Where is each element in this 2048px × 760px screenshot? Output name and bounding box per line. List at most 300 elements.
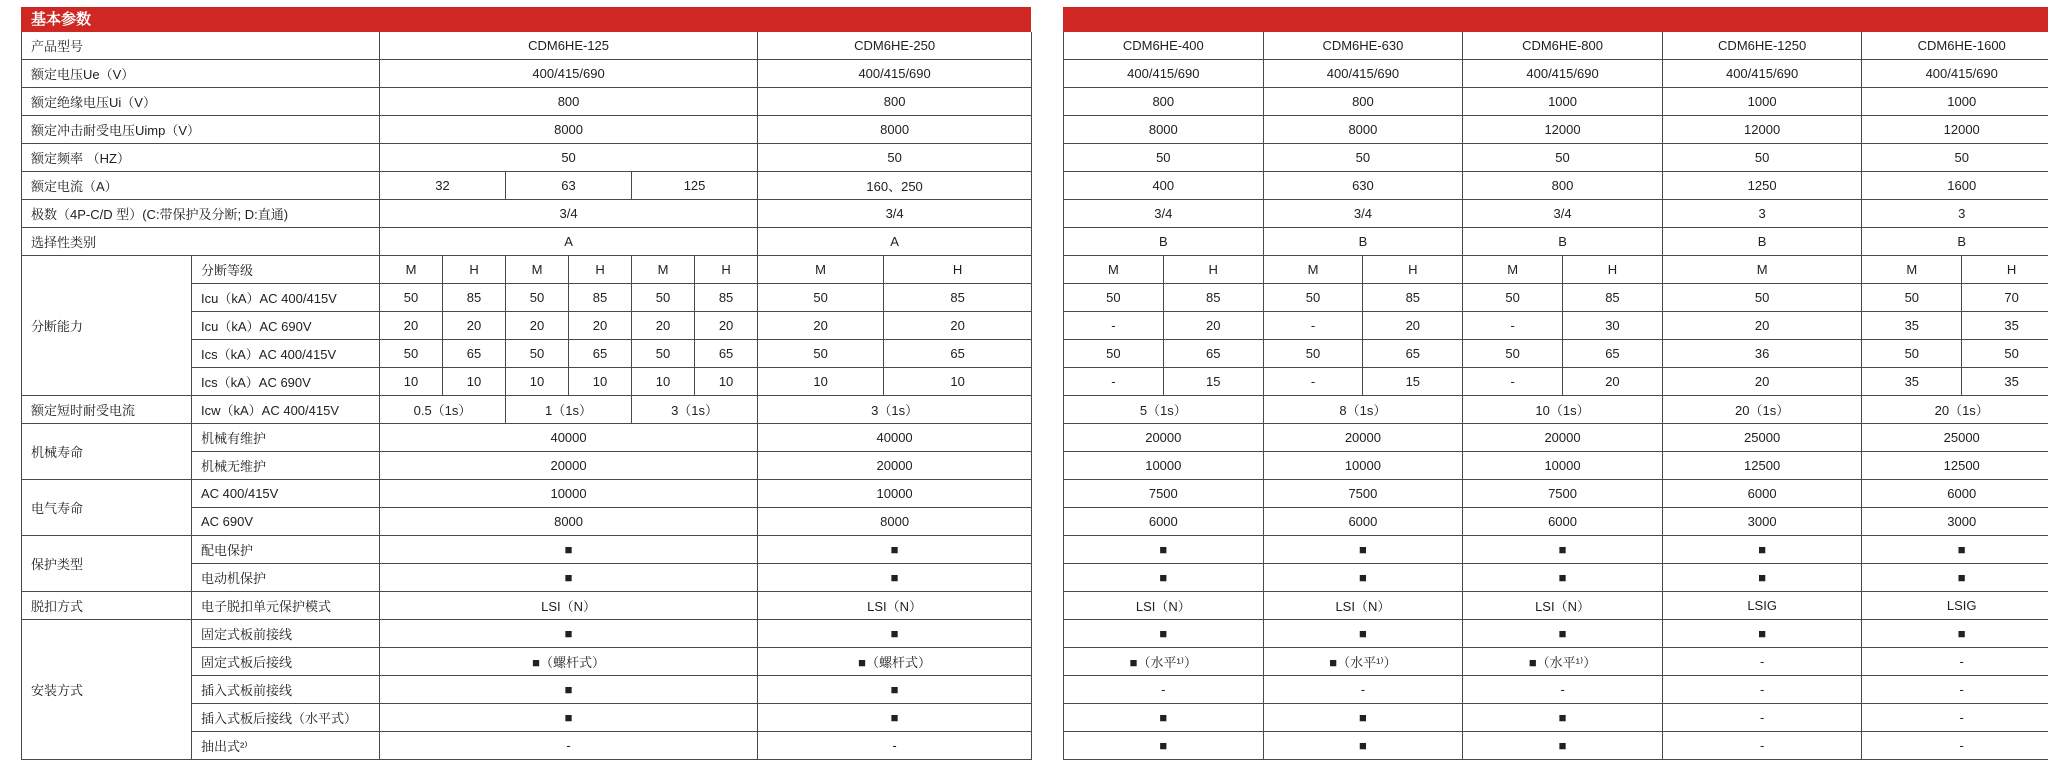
- param-label: 额定电压Ue（V）: [22, 60, 380, 88]
- value-cell: H: [1962, 256, 2048, 284]
- value-cell: H: [569, 256, 632, 284]
- value-cell: 40000: [380, 424, 758, 452]
- value-cell: 3（1s）: [632, 396, 758, 424]
- value-cell: 20000: [1064, 424, 1264, 452]
- param-label: 固定式板前接线: [192, 620, 380, 648]
- param-label: Icw（kA）AC 400/415V: [192, 396, 380, 424]
- value-cell: 3/4: [758, 200, 1032, 228]
- param-group-label: 保护类型: [22, 536, 192, 592]
- value-cell: CDM6HE-250: [758, 32, 1032, 60]
- value-cell: 400/415/690: [1463, 60, 1663, 88]
- value-cell: 50: [1064, 144, 1264, 172]
- value-cell: 10（1s）: [1463, 396, 1663, 424]
- value-cell: 8000: [758, 508, 1032, 536]
- value-cell: 7500: [1064, 480, 1264, 508]
- value-cell: M: [1463, 256, 1563, 284]
- value-cell: ■: [758, 536, 1032, 564]
- value-cell: ■: [1263, 564, 1463, 592]
- value-cell: H: [884, 256, 1032, 284]
- value-cell: ■: [380, 536, 758, 564]
- value-cell: LSI（N）: [1263, 592, 1463, 620]
- value-cell: ■: [1662, 536, 1862, 564]
- value-cell: ■: [1263, 732, 1463, 760]
- value-cell: ■（螺杆式）: [380, 648, 758, 676]
- param-label: 机械有维护: [192, 424, 380, 452]
- value-cell: ■: [1463, 732, 1663, 760]
- value-cell: CDM6HE-1250: [1662, 32, 1862, 60]
- table-row: [1064, 32, 2048, 60]
- value-cell: 7500: [1463, 480, 1663, 508]
- value-cell: -: [758, 732, 1032, 760]
- table-row: [1064, 564, 2048, 592]
- value-cell: 50: [1064, 284, 1164, 312]
- param-label: 选择性类别: [22, 228, 380, 256]
- value-cell: 50: [758, 340, 884, 368]
- value-cell: 20（1s）: [1862, 396, 2048, 424]
- value-cell: -: [1662, 732, 1862, 760]
- value-cell: ■: [380, 564, 758, 592]
- value-cell: 85: [443, 284, 506, 312]
- value-cell: 800: [758, 88, 1032, 116]
- value-cell: 35: [1862, 312, 1962, 340]
- param-label: 额定绝缘电压Ui（V）: [22, 88, 380, 116]
- value-cell: ■: [380, 704, 758, 732]
- value-cell: -: [1862, 648, 2048, 676]
- value-cell: 50: [1662, 284, 1862, 312]
- value-cell: 50: [1962, 340, 2048, 368]
- value-cell: 400/415/690: [380, 60, 758, 88]
- param-label: 电动机保护: [192, 564, 380, 592]
- value-cell: 35: [1962, 368, 2048, 396]
- value-cell: -: [1862, 704, 2048, 732]
- table-row: [1064, 480, 2048, 508]
- value-cell: LSI（N）: [1064, 592, 1264, 620]
- value-cell: -: [1463, 312, 1563, 340]
- value-cell: B: [1263, 228, 1463, 256]
- value-cell: B: [1463, 228, 1663, 256]
- value-cell: CDM6HE-400: [1064, 32, 1264, 60]
- value-cell: 3: [1862, 200, 2048, 228]
- value-cell: 25000: [1662, 424, 1862, 452]
- param-label: Ics（kA）AC 690V: [192, 368, 380, 396]
- value-cell: 50: [1263, 144, 1463, 172]
- value-cell: 65: [1563, 340, 1663, 368]
- value-cell: 50: [632, 284, 695, 312]
- value-cell: ■: [758, 676, 1032, 704]
- value-cell: 20000: [758, 452, 1032, 480]
- value-cell: 12000: [1662, 116, 1862, 144]
- value-cell: 30: [1563, 312, 1663, 340]
- value-cell: ■（水平¹⁾）: [1064, 648, 1264, 676]
- value-cell: 3000: [1662, 508, 1862, 536]
- value-cell: 20: [443, 312, 506, 340]
- value-cell: 20000: [380, 452, 758, 480]
- table-row: [1064, 676, 2048, 704]
- value-cell: -: [1463, 676, 1663, 704]
- value-cell: ■: [1064, 536, 1264, 564]
- value-cell: ■: [380, 676, 758, 704]
- value-cell: LSI（N）: [380, 592, 758, 620]
- value-cell: LSI（N）: [758, 592, 1032, 620]
- value-cell: 8000: [1064, 116, 1264, 144]
- table-row: [22, 620, 1032, 648]
- value-cell: 400/415/690: [1064, 60, 1264, 88]
- value-cell: 20: [506, 312, 569, 340]
- table-row: [22, 396, 1032, 424]
- value-cell: 36: [1662, 340, 1862, 368]
- value-cell: A: [380, 228, 758, 256]
- value-cell: 6000: [1064, 508, 1264, 536]
- value-cell: 7500: [1263, 480, 1463, 508]
- value-cell: -: [1662, 676, 1862, 704]
- param-label: Ics（kA）AC 400/415V: [192, 340, 380, 368]
- value-cell: 400/415/690: [1862, 60, 2048, 88]
- value-cell: 400/415/690: [1263, 60, 1463, 88]
- param-label: 插入式板前接线: [192, 676, 380, 704]
- table-row: [22, 32, 1032, 60]
- table-row: [1064, 312, 2048, 340]
- table-row: [1064, 340, 2048, 368]
- value-cell: 10: [695, 368, 758, 396]
- basic-params-table-right: [1063, 32, 2048, 760]
- param-group-label: 脱扣方式: [22, 592, 192, 620]
- value-cell: 70: [1962, 284, 2048, 312]
- value-cell: 3/4: [1463, 200, 1663, 228]
- value-cell: ■: [1263, 620, 1463, 648]
- value-cell: 35: [1962, 312, 2048, 340]
- value-cell: 3/4: [1263, 200, 1463, 228]
- value-cell: 20（1s）: [1662, 396, 1862, 424]
- value-cell: LSI（N）: [1463, 592, 1663, 620]
- table-row: [1064, 60, 2048, 88]
- table-row: [22, 116, 1032, 144]
- param-label: 机械无维护: [192, 452, 380, 480]
- value-cell: M: [1064, 256, 1164, 284]
- value-cell: 65: [884, 340, 1032, 368]
- value-cell: ■: [1064, 704, 1264, 732]
- value-cell: LSIG: [1862, 592, 2048, 620]
- value-cell: 400/415/690: [758, 60, 1032, 88]
- param-label: 配电保护: [192, 536, 380, 564]
- value-cell: 10000: [1463, 452, 1663, 480]
- value-cell: 3（1s）: [758, 396, 1032, 424]
- param-label: Icu（kA）AC 690V: [192, 312, 380, 340]
- value-cell: 10000: [1263, 452, 1463, 480]
- value-cell: 3000: [1862, 508, 2048, 536]
- table-row: [1064, 116, 2048, 144]
- value-cell: 3/4: [1064, 200, 1264, 228]
- value-cell: 20: [695, 312, 758, 340]
- value-cell: 85: [695, 284, 758, 312]
- value-cell: 50: [1263, 284, 1363, 312]
- value-cell: -: [1662, 648, 1862, 676]
- value-cell: 1600: [1862, 172, 2048, 200]
- value-cell: 25000: [1862, 424, 2048, 452]
- table-row: [1064, 648, 2048, 676]
- value-cell: M: [380, 256, 443, 284]
- table-row: [1064, 172, 2048, 200]
- value-cell: M: [758, 256, 884, 284]
- value-cell: 12000: [1862, 116, 2048, 144]
- value-cell: 85: [884, 284, 1032, 312]
- value-cell: 160、250: [758, 172, 1032, 200]
- value-cell: 10: [758, 368, 884, 396]
- value-cell: LSIG: [1662, 592, 1862, 620]
- table-row: [1064, 704, 2048, 732]
- value-cell: -: [1064, 368, 1164, 396]
- value-cell: 63: [506, 172, 632, 200]
- section-header-bar: [21, 7, 1031, 32]
- value-cell: M: [632, 256, 695, 284]
- value-cell: 50: [758, 284, 884, 312]
- value-cell: H: [1563, 256, 1663, 284]
- section-title: 基本参数: [31, 11, 91, 28]
- value-cell: 6000: [1662, 480, 1862, 508]
- param-group-label: 电气寿命: [22, 480, 192, 536]
- table-row: [22, 144, 1032, 172]
- value-cell: 85: [1163, 284, 1263, 312]
- value-cell: 65: [695, 340, 758, 368]
- value-cell: 10000: [1064, 452, 1264, 480]
- value-cell: 12000: [1463, 116, 1663, 144]
- value-cell: A: [758, 228, 1032, 256]
- value-cell: 20000: [1463, 424, 1663, 452]
- value-cell: 50: [1463, 284, 1563, 312]
- value-cell: H: [443, 256, 506, 284]
- value-cell: ■: [1064, 732, 1264, 760]
- param-label: 额定电流（A）: [22, 172, 380, 200]
- table-row: [22, 424, 1032, 452]
- param-label: 抽出式²⁾: [192, 732, 380, 760]
- param-group-label: 安装方式: [22, 620, 192, 760]
- value-cell: 65: [1363, 340, 1463, 368]
- value-cell: 50: [380, 144, 758, 172]
- param-group-label: 额定短时耐受电流: [22, 396, 192, 424]
- value-cell: 8（1s）: [1263, 396, 1463, 424]
- value-cell: CDM6HE-800: [1463, 32, 1663, 60]
- table-row: [1064, 284, 2048, 312]
- value-cell: 12500: [1862, 452, 2048, 480]
- table-row: [22, 592, 1032, 620]
- value-cell: 50: [1862, 340, 1962, 368]
- value-cell: ■: [1862, 564, 2048, 592]
- value-cell: 20: [1662, 368, 1862, 396]
- table-row: [1064, 592, 2048, 620]
- value-cell: 10: [380, 368, 443, 396]
- table-row: [1064, 508, 2048, 536]
- value-cell: ■: [758, 620, 1032, 648]
- value-cell: ■: [1463, 564, 1663, 592]
- param-label: 固定式板后接线: [192, 648, 380, 676]
- value-cell: 15: [1163, 368, 1263, 396]
- param-label: 额定频率 （HZ）: [22, 144, 380, 172]
- value-cell: 50: [1862, 144, 2048, 172]
- value-cell: ■（水平¹⁾）: [1463, 648, 1663, 676]
- table-row: [1064, 256, 2048, 284]
- value-cell: 20: [1662, 312, 1862, 340]
- value-cell: 20: [884, 312, 1032, 340]
- table-row: [22, 88, 1032, 116]
- value-cell: 800: [1064, 88, 1264, 116]
- value-cell: 1000: [1662, 88, 1862, 116]
- value-cell: ■: [1064, 620, 1264, 648]
- value-cell: ■: [1862, 620, 2048, 648]
- param-label: 额定冲击耐受电压Uimp（V）: [22, 116, 380, 144]
- value-cell: ■（螺杆式）: [758, 648, 1032, 676]
- value-cell: 32: [380, 172, 506, 200]
- value-cell: ■: [758, 564, 1032, 592]
- value-cell: 10: [884, 368, 1032, 396]
- value-cell: ■: [1662, 620, 1862, 648]
- table-row: [1064, 368, 2048, 396]
- value-cell: 6000: [1463, 508, 1663, 536]
- value-cell: 20: [632, 312, 695, 340]
- value-cell: -: [1662, 704, 1862, 732]
- value-cell: 6000: [1862, 480, 2048, 508]
- value-cell: ■（水平¹⁾）: [1263, 648, 1463, 676]
- value-cell: 50: [1263, 340, 1363, 368]
- value-cell: -: [1463, 368, 1563, 396]
- value-cell: 50: [758, 144, 1032, 172]
- value-cell: 65: [1163, 340, 1263, 368]
- table-row: [1064, 228, 2048, 256]
- table-row: [1064, 144, 2048, 172]
- value-cell: -: [380, 732, 758, 760]
- value-cell: 8000: [758, 116, 1032, 144]
- value-cell: ■: [1064, 564, 1264, 592]
- table-row: [22, 256, 1032, 284]
- param-label: 极数（4P-C/D 型）(C:带保护及分断; D:直通): [22, 200, 380, 228]
- value-cell: M: [1662, 256, 1862, 284]
- value-cell: 10: [632, 368, 695, 396]
- value-cell: 35: [1862, 368, 1962, 396]
- table-row: [1064, 732, 2048, 760]
- param-label: AC 400/415V: [192, 480, 380, 508]
- value-cell: 50: [632, 340, 695, 368]
- value-cell: 40000: [758, 424, 1032, 452]
- value-cell: 1250: [1662, 172, 1862, 200]
- value-cell: -: [1263, 312, 1363, 340]
- param-label: AC 690V: [192, 508, 380, 536]
- value-cell: 6000: [1263, 508, 1463, 536]
- value-cell: H: [695, 256, 758, 284]
- basic-params-table-left: [21, 32, 1032, 760]
- value-cell: 1（1s）: [506, 396, 632, 424]
- table-row: [1064, 200, 2048, 228]
- table-row: [1064, 396, 2048, 424]
- value-cell: 3/4: [380, 200, 758, 228]
- table-row: [22, 200, 1032, 228]
- param-group-label: 机械寿命: [22, 424, 192, 480]
- section-header-bar-continuation: [1063, 7, 2048, 32]
- value-cell: 85: [569, 284, 632, 312]
- value-cell: H: [1363, 256, 1463, 284]
- value-cell: 12500: [1662, 452, 1862, 480]
- value-cell: ■: [758, 704, 1032, 732]
- table-row: [1064, 452, 2048, 480]
- value-cell: -: [1862, 732, 2048, 760]
- value-cell: 20: [1363, 312, 1463, 340]
- value-cell: 50: [380, 340, 443, 368]
- value-cell: 8000: [380, 116, 758, 144]
- value-cell: 20: [569, 312, 632, 340]
- value-cell: 15: [1363, 368, 1463, 396]
- value-cell: 10: [506, 368, 569, 396]
- table-row: [1064, 620, 2048, 648]
- value-cell: 8000: [380, 508, 758, 536]
- value-cell: 10: [443, 368, 506, 396]
- value-cell: ■: [1463, 536, 1663, 564]
- value-cell: 1000: [1862, 88, 2048, 116]
- value-cell: 8000: [1263, 116, 1463, 144]
- value-cell: CDM6HE-1600: [1862, 32, 2048, 60]
- value-cell: CDM6HE-630: [1263, 32, 1463, 60]
- value-cell: 50: [1064, 340, 1164, 368]
- value-cell: ■: [1263, 704, 1463, 732]
- value-cell: 50: [380, 284, 443, 312]
- table-row: [22, 172, 1032, 200]
- value-cell: ■: [1662, 564, 1862, 592]
- value-cell: M: [1862, 256, 1962, 284]
- value-cell: 0.5（1s）: [380, 396, 506, 424]
- value-cell: 800: [380, 88, 758, 116]
- value-cell: 800: [1463, 172, 1663, 200]
- value-cell: -: [1263, 676, 1463, 704]
- param-label: 产品型号: [22, 32, 380, 60]
- table-row: [22, 228, 1032, 256]
- table-row: [1064, 536, 2048, 564]
- value-cell: 85: [1563, 284, 1663, 312]
- value-cell: 10: [569, 368, 632, 396]
- right-table-block: [1063, 7, 2048, 760]
- value-cell: 5（1s）: [1064, 396, 1264, 424]
- value-cell: 50: [1662, 144, 1862, 172]
- value-cell: ■: [1862, 536, 2048, 564]
- table-row: [1064, 88, 2048, 116]
- value-cell: -: [1862, 676, 2048, 704]
- value-cell: CDM6HE-125: [380, 32, 758, 60]
- value-cell: 50: [506, 284, 569, 312]
- table-row: [22, 60, 1032, 88]
- value-cell: 20: [1163, 312, 1263, 340]
- value-cell: 65: [569, 340, 632, 368]
- value-cell: 10000: [380, 480, 758, 508]
- value-cell: 50: [1862, 284, 1962, 312]
- value-cell: 1000: [1463, 88, 1663, 116]
- value-cell: 630: [1263, 172, 1463, 200]
- value-cell: M: [506, 256, 569, 284]
- value-cell: 800: [1263, 88, 1463, 116]
- value-cell: 20000: [1263, 424, 1463, 452]
- value-cell: ■: [1463, 620, 1663, 648]
- value-cell: ■: [1263, 536, 1463, 564]
- value-cell: -: [1064, 312, 1164, 340]
- value-cell: 20: [380, 312, 443, 340]
- left-table-block: [21, 7, 1031, 760]
- value-cell: B: [1862, 228, 2048, 256]
- param-group-label: 分断能力: [22, 256, 192, 396]
- value-cell: 65: [443, 340, 506, 368]
- param-label: Icu（kA）AC 400/415V: [192, 284, 380, 312]
- value-cell: B: [1064, 228, 1264, 256]
- value-cell: 20: [1563, 368, 1663, 396]
- value-cell: 3: [1662, 200, 1862, 228]
- value-cell: 125: [632, 172, 758, 200]
- table-row: [22, 480, 1032, 508]
- value-cell: B: [1662, 228, 1862, 256]
- value-cell: -: [1064, 676, 1264, 704]
- value-cell: 50: [506, 340, 569, 368]
